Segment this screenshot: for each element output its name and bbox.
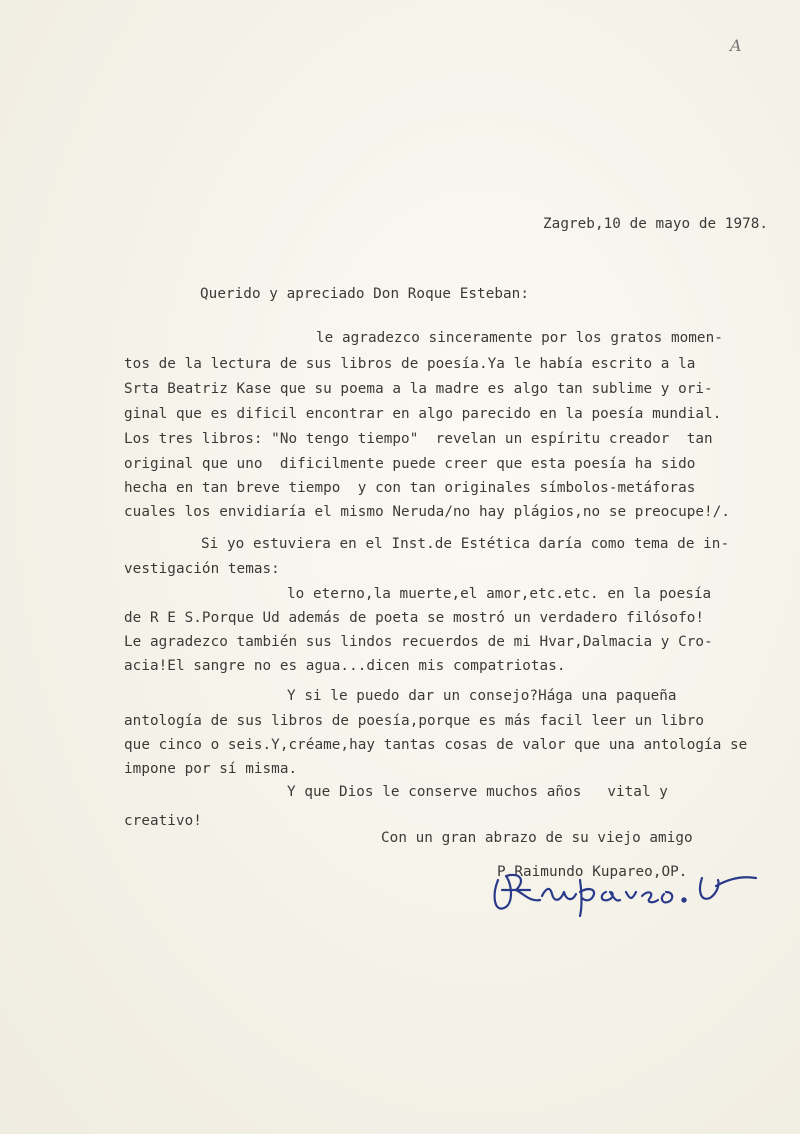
- closing: Con un gran abrazo de su viejo amigo: [381, 830, 693, 846]
- body-line: cuales los envidiaría el mismo Neruda/no hay plágios,no se preocupe!/.: [124, 504, 731, 520]
- letter-date: Zagreb,10 de mayo de 1978.: [543, 216, 769, 232]
- body-line: Los tres libros: "No tengo tiempo" revelan un espíritu creador tan: [124, 431, 713, 447]
- body-line: Y que Dios le conserve muchos años vital y: [287, 784, 668, 800]
- body-line: Le agradezco también sus lindos recuerdos de mi Hvar,Dalmacia y Cro-: [124, 634, 713, 650]
- body-line: original que uno dificilmente puede creer que esta poesía ha sido: [124, 456, 696, 472]
- body-line: de R E S.Porque Ud además de poeta se mostró un verdadero filósofo!: [124, 610, 705, 626]
- body-line: acia!El sangre no es agua...dicen mis compatriotas.: [124, 658, 566, 674]
- handwritten-signature: [480, 850, 780, 920]
- salutation: Querido y apreciado Don Roque Esteban:: [200, 286, 529, 302]
- body-line: Y si le puedo dar un consejo?Hága una paqueña: [287, 688, 677, 704]
- body-line: le agradezco sinceramente por los gratos momen-: [316, 330, 723, 346]
- body-line: lo eterno,la muerte,el amor,etc.etc. en la poesía: [287, 586, 712, 602]
- page-mark: A: [730, 36, 742, 55]
- body-line: Si yo estuviera en el Inst.de Estética daría como tema de in-: [201, 536, 730, 552]
- body-line: ginal que es dificil encontrar en algo parecido en la poesía mundial.: [124, 406, 722, 422]
- body-line: creativo!: [124, 813, 202, 829]
- body-line: Srta Beatriz Kase que su poema a la madre es algo tan sublime y ori-: [124, 381, 713, 397]
- body-line: que cinco o seis.Y,créame,hay tantas cosas de valor que una antología se: [124, 737, 748, 753]
- typed-signature-name: P.Raimundo Kupareo,OP.: [497, 864, 688, 880]
- body-line: antología de sus libros de poesía,porque es más facil leer un libro: [124, 713, 705, 729]
- body-line: vestigación temas:: [124, 561, 280, 577]
- body-line: tos de la lectura de sus libros de poesía.Ya le había escrito a la: [124, 356, 696, 372]
- body-line: impone por sí misma.: [124, 761, 298, 777]
- body-line: hecha en tan breve tiempo y con tan originales símbolos-metáforas: [124, 480, 696, 496]
